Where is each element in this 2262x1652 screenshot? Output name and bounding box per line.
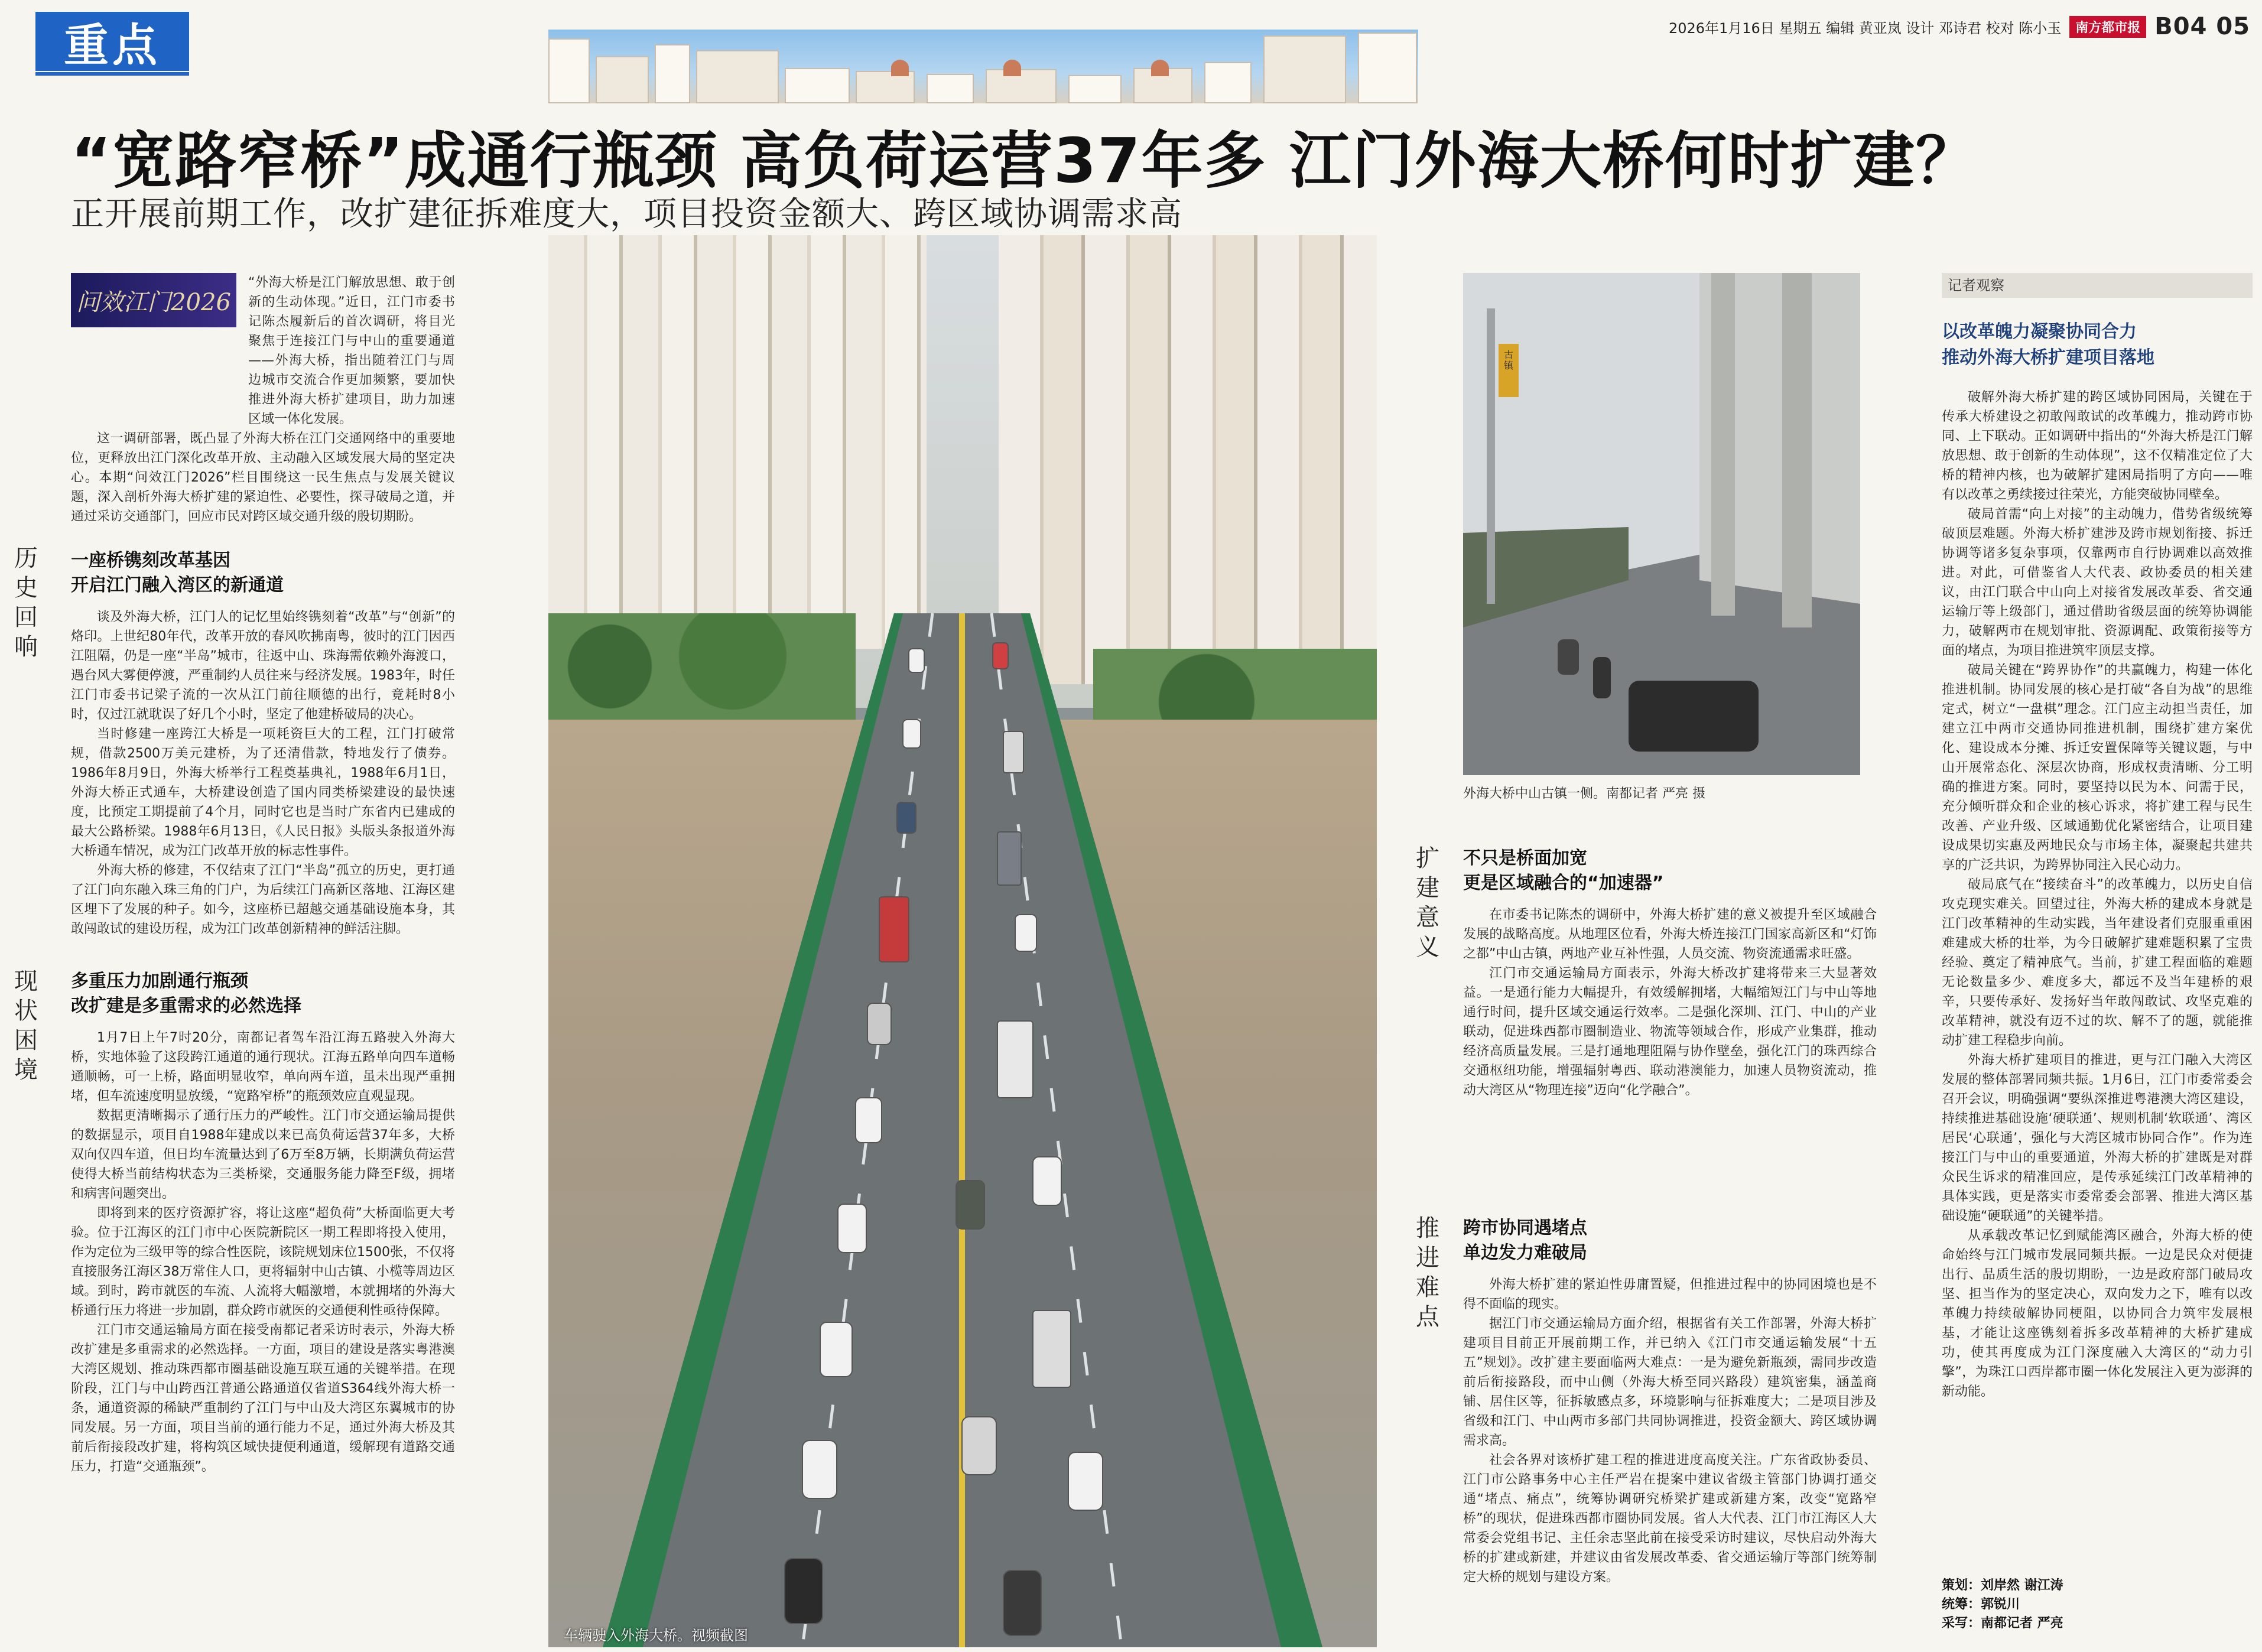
significance-section (1463, 846, 1877, 1100)
side-photo-caption: 外海大桥中山古镇一侧。南都记者 严亮 摄 (1463, 786, 1705, 801)
issue-meta: 2026年1月16日 星期五 编辑 黄亚岚 设计 邓诗君 校对 陈小玉 (1668, 19, 2062, 37)
body-paragraph: 1月7日上午7时20分，南都记者驾车沿江海五路驶入外海大桥，实地体验了这段跨江通道的通行现状。江海五路单向四车道畅通顺畅，可一上桥，路面明显收窄，单向两车道，虽未出现严重拥堵，但车流速度明显放缓，“宽路窄桥”的瓶颈效应直观显现。 (71, 1030, 455, 1104)
body-paragraph: 江门市交通运输局方面表示，外海大桥改扩建将带来三大显著效益。一是通行能力大幅提升，有效缓解拥堵，大幅缩短江门与中山等地通行时间，提升区域交通运行效率。二是强化深圳、江门、中山的产业联动，促进珠西都市圈制造业、物流等领域合作，形成产业集群，推动经济高质量发展。三是打通地理阻隔与协作壁垒，强化江门的珠西综合交通枢纽功能，增强辐射粤西、联动港澳能力，加速人员物资流动，推动大湾区从“物理连接”迈向“化学融合”。 (1463, 966, 1877, 1098)
section-tag: 重点 (35, 12, 189, 71)
page-header-meta (1669, 13, 2250, 40)
credit-line: 统筹：郭锐川 (1942, 1597, 2020, 1612)
intro-paragraph: “外海大桥是江门解放思想、敢于创新的生动体现。”近日，江门市委书记陈杰履新后的首次调研，将目光聚焦于连接江门与中山的重要通道——外海大桥，指出随着江门与周边城市交流合作更加频繁，要加快推进外海大桥扩建项目，助力加速区域一体化发展。 (248, 275, 455, 427)
section-title-line: 一座桥镌刻改革基因 (71, 550, 230, 571)
section-title-line: 改扩建是多重需求的必然选择 (71, 996, 301, 1016)
body-paragraph: 破解外海大桥扩建的跨区域协同困局，关键在于传承大桥建设之初敢闯敢试的改革魄力，推动跨市协同、上下联动。正如调研中指出的“外海大桥是江门解放思想、敢于创新的生动体现”，这不仅精准定位了大桥的精神内核，也为破解扩建困局指明了方向——唯有以改革之勇续接过往荣光，方能突破协同壁垒。 (1942, 390, 2253, 502)
body-paragraph: 破局首需“向上对接”的主动魄力，借势省级统筹破顶层难题。外海大桥扩建涉及跨市规划衔接、拆迁协调等诸多复杂事项，仅靠两市自行协调难以高效推进。对此，可借鉴省人大代表、政协委员的相关建议，由江门联合中山向上对接省发展改革委、省交通运输厅等上级部门，通过借助省级层面的统筹协调能力，破解两市在规划审批、资源调配、政策衔接等方面的堵点，为项目推进筑牢顶层支撑。 (1942, 507, 2253, 658)
body-paragraph: 数据更清晰揭示了通行压力的严峻性。江门市交通运输局提供的数据显示，项目自1988年建成以来已高负荷运营37年多，大桥双向仅四车道，但日均车流量达到了6万至8万辆，长期满负荷运营使得大桥当前结构状态为三类桥梁，交通服务能力降至F级，拥堵和病害问题突出。 (71, 1108, 455, 1201)
credit-line: 策划：刘岸然 谢江涛 (1942, 1578, 2063, 1593)
history-section (71, 548, 455, 939)
street-photo (1463, 273, 1860, 775)
section-title-line: 更是区域融合的“加速器” (1463, 873, 1664, 893)
section-title (1463, 1216, 1877, 1266)
observation-title-line: 推动外海大桥扩建项目落地 (1942, 347, 2154, 368)
page-number: B04 05 (2154, 13, 2250, 40)
body-paragraph: 谈及外海大桥，江门人的记忆里始终镌刻着“改革”与“创新”的烙印。上世纪80年代，改革开放的春风吹拂南粤，彼时的江门因西江阻隔，仍是一座“半岛”城市，往返中山、珠海需依赖外海渡口，遇台风大雾便停渡，严重制约人员往来与经济发展。1983年，时任江门市委书记梁子流的一次从江门前往顺德的出行，竟耗时8小时，仅过江就耽误了好几个小时，坚定了他建桥破局的决心。 (71, 610, 455, 722)
column-badge: 问效江门2026 (71, 273, 236, 327)
section-title-line: 不只是桥面加宽 (1463, 848, 1587, 869)
side-label-significance: 扩建意义 (1416, 845, 1439, 961)
street-sign-text: 古镇 (1503, 349, 1513, 371)
section-title (1463, 846, 1877, 896)
intro-paragraph: 这一调研部署，既凸显了外海大桥在江门交通网络中的重要地位，更释放出江门深化改革开放、主动融入区域发展大局的坚定决心。本期“问效江门2026”栏目围绕这一民生焦点与发展关键议题，深入剖析外海大桥扩建的紧迫性、必要性，探寻破局之道，并通过采访交通部门，回应市民对跨区域交通升级的殷切期盼。 (71, 431, 455, 524)
body-paragraph: 破局底气在“接续奋斗”的改革魄力，以历史自信攻克现实难关。回望过往，外海大桥的建成本身就是江门改革精神的生动实践，当年建设者们克服重重困难建成大桥的壮举，为今日破解扩建难题积累了宝贵经验、奠定了精神底气。当前，扩建工程面临的难题无论数量多少、难度多大，都远不及当年建桥的艰辛，只要传承好、发扬好当年敢闯敢试、攻坚克难的改革精神，就没有迈不过的坎、解不了的题，就能推动扩建工程稳步向前。 (1942, 877, 2253, 1048)
intro-text (71, 273, 455, 526)
section-title-line: 开启江门融入湾区的新通道 (71, 575, 284, 596)
observation-label: 记者观察 (1942, 273, 2253, 298)
body-paragraph: 社会各界对该桥扩建工程的推进进度高度关注。广东省政协委员、江门市公路事务中心主任严岩在提案中建议省级主管部门协调打通交通“堵点、痛点”，统筹协调研究桥梁扩建或新建方案，改变“宽路窄桥”的现状，促进珠西都市圈协同发展。省人大代表、江门市江海区人大常委会党组书记、主任余志坚此前在接受采访时建议，尽快启动外海大桥的扩建或新建，并建议由省发展改革委、省交通运输厅等部门统筹制定大桥的规划与建设方案。 (1463, 1453, 1877, 1585)
body-paragraph: 外海大桥扩建项目的推进，更与江门融入大湾区发展的整体部署同频共振。1月6日，江门市委常委会召开会议，明确强调“要纵深推进粤港澳大湾区建设，持续推进基础设施‘硬联通’、规则机制‘软联通’、湾区居民‘心联通’，强化与大湾区城市协同合作”。作为连接江门与中山的重要通道，外海大桥的扩建既是对群众民生诉求的精准回应，是传承延续江门改革精神的具体实践，更是落实市委常委会部署、推进大湾区基础设施“硬联通”的关键举措。 (1942, 1053, 2253, 1224)
body-paragraph: 即将到来的医疗资源扩容，将让这座“超负荷”大桥面临更大考验。位于江海区的江门市中心医院新院区一期工程即将投入使用，作为定位为三级甲等的综合性医院，该院规划床位1500张，不仅将直接服务江海区38万常住人口，更将辐射中山古镇、小榄等周边区域。到时，跨市就医的车流、人流将大幅激增，本就拥堵的外海大桥通行压力将进一步加剧，群众跨市就医的交通便利性亟待保障。 (71, 1206, 455, 1318)
section-title (71, 969, 455, 1019)
section-tag-rule (35, 72, 189, 76)
status-section (71, 969, 455, 1477)
subheadline: 正开展前期工作，改扩建征拆难度大，项目投资金额大、跨区域协调需求高 (71, 195, 1182, 233)
body-paragraph: 当时修建一座跨江大桥是一项耗资巨大的工程，江门打破常规，借款2500万美元建桥，为了还清借款，特地发行了债券。1986年8月9日，外海大桥举行工程奠基典礼，1988年6月1日，外海大桥正式通车，大桥建设创造了国内同类桥梁建设的最快速度，比预定工期提前了4个月，同时它也是当时广东省内已建成的最大公路桥梁。1988年6月13日，《人民日报》头版头条报道外海大桥通车情况，成为江门改革开放的标志性事件。 (71, 727, 455, 858)
body-paragraph: 江门市交通运输局方面在接受南都记者采访时表示，外海大桥改扩建是多重需求的必然选择。一方面，项目的建设是落实粤港澳大湾区规划、推动珠西都市圈基础设施互联互通的关键举措。在现阶段，江门与中山跨西江普通公路通道仅省道S364线外海大桥一条，通道资源的稀缺严重制约了江门与中山及大湾区东翼城市的协同发展。另一方面，项目当前的通行能力不足，通过外海大桥及其前后衔接段改扩建，将构筑区域快捷便利通道，缓解现有道路交通压力，打造“交通瓶颈”。 (71, 1323, 455, 1474)
side-label-difficulty: 推进难点 (1416, 1215, 1439, 1331)
section-title-line: 多重压力加剧通行瓶颈 (71, 971, 248, 991)
headline: “宽路窄桥”成通行瓶颈 高负荷运营37年多 江门外海大桥何时扩建？ (71, 125, 1978, 197)
skyline-photo (548, 30, 1418, 103)
bridge-deck-drawing (548, 235, 1377, 1647)
body-paragraph: 外海大桥扩建的紧迫性毋庸置疑，但推进过程中的协同困境也是不得不面临的现实。 (1463, 1277, 1877, 1312)
body-paragraph: 外海大桥的修建，不仅结束了江门“半岛”孤立的历史，更打通了江门向东融入珠三角的门户，为后续江门高新区落地、江海区建区埋下了发展的种子。如今，这座桥已超越交通基础设施本身，其敢闯敢试的建设历程，成为江门改革创新精神的鲜活注脚。 (71, 863, 455, 936)
observation-section (1942, 319, 2253, 1401)
observation-title-line: 以改革魄力凝聚协同合力 (1942, 321, 2137, 342)
main-photo-caption: 车辆驶入外海大桥。视频截图 (564, 1627, 748, 1644)
bridge-aerial-photo (548, 235, 1377, 1647)
body-paragraph: 破局关键在“跨界协作”的共赢魄力，构建一体化推进机制。协同发展的核心是打破“各自为战”的思维定式，树立“一盘棋”理念。江门应主动担当责任，加建立江中两市交通协同推进机制，围绕扩建方案优化、建设成本分摊、拆迁安置保障等关键议题，与中山开展常态化、深层次协商，形成权责清晰、分工明确的推进方案。同时，要坚持以民为本、问需于民，充分倾听群众和企业的核心诉求，将扩建工程与民生改善、产业升级、区域通勤优化紧密结合，让项目建设成果切实惠及两地民众与市场主体，凝聚起共建共享的广泛共识，为跨界协同注入民心动力。 (1942, 663, 2253, 873)
section-title-line: 单边发力难破局 (1463, 1243, 1587, 1263)
observation-title (1942, 319, 2253, 371)
section-title-line: 跨市协同遇堵点 (1463, 1218, 1587, 1238)
section-title (71, 548, 455, 598)
body-paragraph: 从承载改革记忆到赋能湾区融合，外海大桥的使命始终与江门城市发展同频共振。一边是民众对便捷出行、品质生活的殷切期盼，一边是政府部门破局攻坚、担当作为的坚定决心，双向发力之下，唯有以改革魄力持续破解协同梗阻，以协同合力筑牢发展根基，才能让这座镌刻着拆多改革精神的大桥扩建成功，使其再度成为江门深度融入大湾区的“动力引擎”，为珠江口西岸都市圈一体化发展注入更为澎湃的新动能。 (1942, 1228, 2253, 1399)
newspaper-logo: 南方都市报 (2069, 16, 2146, 38)
body-paragraph: 在市委书记陈杰的调研中，外海大桥扩建的意义被提升至区域融合发展的战略高度。从地理区位看，外海大桥连接江门国家高新区和“灯饰之都”中山古镇，两地产业互补性强，人员交流、物资流通需求旺盛。 (1463, 908, 1877, 961)
difficulty-section (1463, 1216, 1877, 1587)
side-label-status: 现状困境 (14, 968, 38, 1084)
credit-line: 采写：南都记者 严亮 (1942, 1616, 2063, 1631)
credits (1942, 1576, 2253, 1633)
side-label-history: 历史回响 (14, 545, 38, 661)
street-photo-drawing (1463, 273, 1860, 775)
body-paragraph: 据江门市交通运输局方面介绍，根据省有关工作部署，外海大桥扩建项目目前正开展前期工作，并已纳入《江门市交通运输发展“十五五”规划》。改扩建主要面临两大难点：一是为避免新瓶颈，需同步改造前后衔接路段，而中山侧（外海大桥至同兴路段）建筑密集，涵盖商铺、居住区等，征拆敏感点多，环境影响与征拆难度大；二是项目涉及省级和江门、中山两市多部门共同协调推进，投资金额大、跨区域协调需求高。 (1463, 1316, 1877, 1448)
